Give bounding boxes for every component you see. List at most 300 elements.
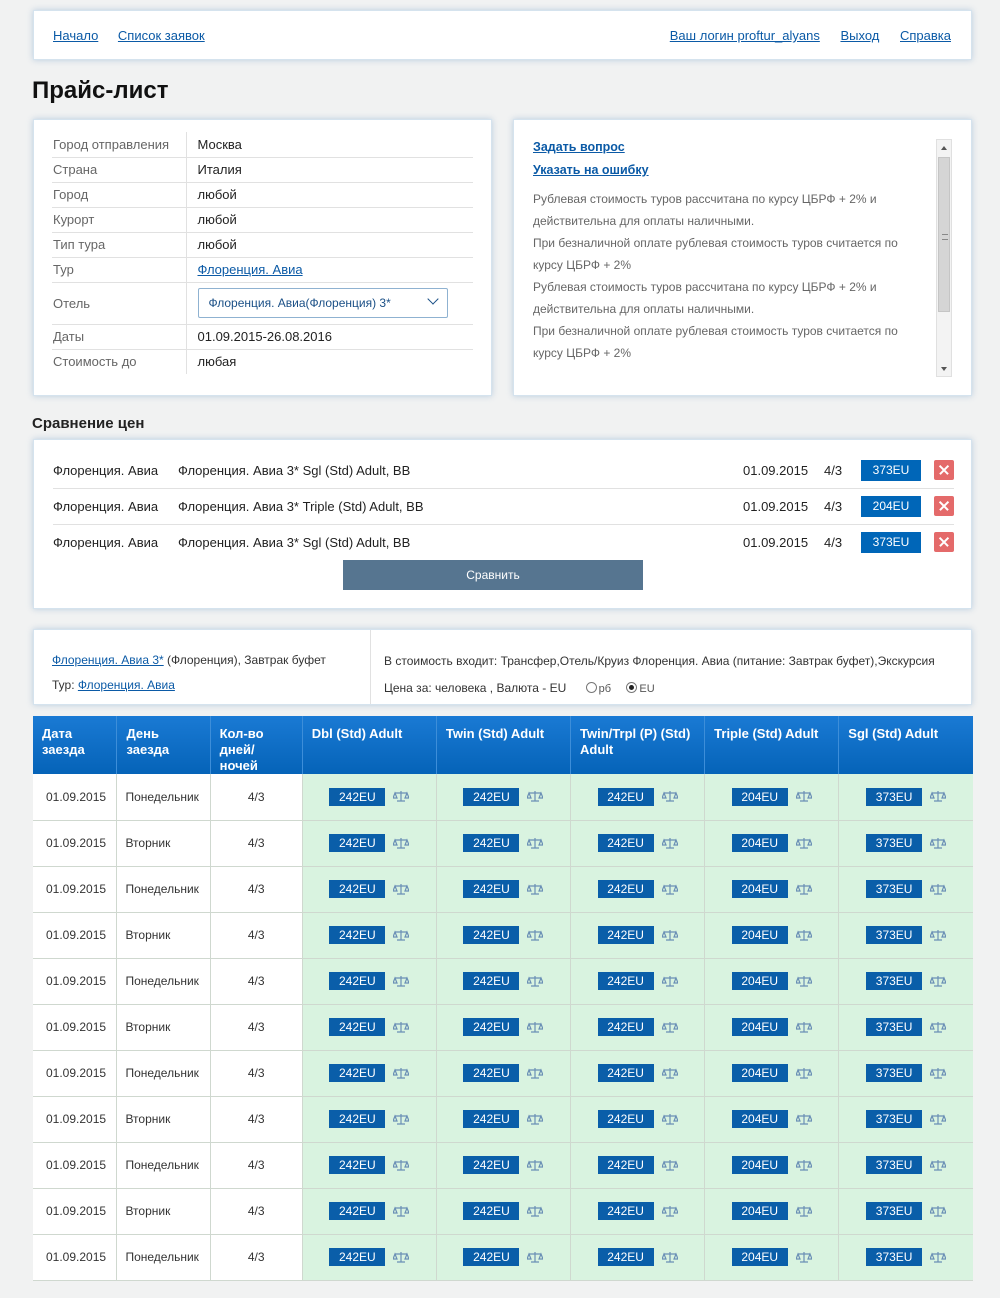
grid-price-cell <box>436 1142 570 1188</box>
compare-scale-icon[interactable] <box>393 1113 409 1126</box>
compare-desc: Флоренция. Авиа 3* Triple (Std) Adult, BB <box>178 499 424 514</box>
compare-scale-icon[interactable] <box>930 1251 946 1264</box>
grid-price-cell <box>705 1234 839 1280</box>
compare-scale-icon[interactable] <box>527 1021 543 1034</box>
grid-price-cell <box>705 1188 839 1234</box>
grid-price-cell <box>436 1188 570 1234</box>
price-for-text: Цена за: человека , Валюта - EU <box>384 681 567 695</box>
price-button[interactable]: 242EU <box>329 1156 385 1174</box>
price-button[interactable]: 242EU <box>463 1156 519 1174</box>
price-button[interactable]: 373EU <box>866 1248 922 1266</box>
table-row <box>33 1004 973 1050</box>
compare-scale-icon[interactable] <box>796 1113 812 1126</box>
nav-logout-link[interactable]: Выход <box>840 28 880 43</box>
nav-login-link[interactable]: Ваш логин proftur_alyans <box>669 28 820 43</box>
grid-date: 01.09.2015 <box>33 1234 117 1280</box>
table-row <box>33 774 973 820</box>
grid-price-cell <box>705 912 839 958</box>
grid-date: 01.09.2015 <box>33 1142 117 1188</box>
compare-scale-icon[interactable] <box>393 1159 409 1172</box>
compare-scale-icon[interactable] <box>527 837 543 850</box>
compare-scale-icon[interactable] <box>393 1251 409 1264</box>
price-button[interactable]: 242EU <box>329 1248 385 1266</box>
price-button[interactable]: 204EU <box>732 834 788 852</box>
compare-price-badge[interactable]: 373EU <box>861 532 921 553</box>
compare-scale-icon[interactable] <box>662 975 678 988</box>
compare-scale-icon[interactable] <box>930 1205 946 1218</box>
price-button[interactable]: 242EU <box>463 880 519 898</box>
grid-header-row <box>33 716 973 774</box>
price-button[interactable]: 242EU <box>598 1248 654 1266</box>
info-line: курсу ЦБРФ + 2% <box>533 346 632 360</box>
grid-date: 01.09.2015 <box>33 1004 117 1050</box>
price-button[interactable]: 373EU <box>866 972 922 990</box>
compare-scale-icon[interactable] <box>393 790 409 803</box>
info-line: Рублевая стоимость туров рассчитана по курсу ЦБРФ + 2% и <box>533 280 877 294</box>
grid-header: Twin/Trpl (P) (Std) Adult <box>571 716 705 774</box>
price-button[interactable]: 204EU <box>732 1156 788 1174</box>
compare-scale-icon[interactable] <box>930 883 946 896</box>
grid-header: Дата заезда <box>33 716 117 774</box>
compare-scale-icon[interactable] <box>393 1205 409 1218</box>
compare-scale-icon[interactable] <box>796 1159 812 1172</box>
grid-duration: 4/3 <box>210 958 302 1004</box>
param-key: Город отправления <box>52 132 186 157</box>
param-value: Москва <box>186 132 473 157</box>
delete-icon[interactable] <box>934 532 954 552</box>
compare-scale-icon[interactable] <box>662 1251 678 1264</box>
currency-rub-label: рб <box>598 683 612 695</box>
param-key: Курорт <box>52 207 186 232</box>
grid-duration: 4/3 <box>210 866 302 912</box>
nav-home-link[interactable]: Начало <box>53 28 99 43</box>
param-row <box>52 182 473 207</box>
report-error-link[interactable]: Указать на ошибку <box>533 163 649 177</box>
scroll-thumb[interactable] <box>938 157 950 312</box>
page-title: Прайс-лист <box>32 77 169 104</box>
grid-date: 01.09.2015 <box>33 1050 117 1096</box>
price-button[interactable]: 242EU <box>598 1202 654 1220</box>
grid-duration: 4/3 <box>210 1142 302 1188</box>
ask-question-link[interactable]: Задать вопрос <box>533 140 625 154</box>
grid-duration: 4/3 <box>210 1096 302 1142</box>
tour-link[interactable]: Флоренция. Авиа <box>197 262 303 277</box>
grid-price-cell <box>839 912 973 958</box>
compare-scale-icon[interactable] <box>796 790 812 803</box>
grid-day: Вторник <box>117 1188 210 1234</box>
table-row <box>33 1050 973 1096</box>
compare-tour: Флоренция. Авиа <box>53 535 159 550</box>
grid-price-cell <box>571 1234 705 1280</box>
grid-price-cell <box>705 774 839 820</box>
grid-day: Понедельник <box>117 866 210 912</box>
price-button[interactable]: 242EU <box>329 788 385 806</box>
param-value: любой <box>186 207 473 232</box>
param-key: Тип тура <box>52 232 186 257</box>
price-button[interactable]: 242EU <box>598 1064 654 1082</box>
price-button[interactable]: 242EU <box>329 1018 385 1036</box>
info-scrollbar[interactable] <box>936 139 952 377</box>
param-value: Италия <box>186 157 473 182</box>
compare-row <box>53 453 954 489</box>
compare-scale-icon[interactable] <box>662 883 678 896</box>
search-params-panel <box>33 119 492 396</box>
info-line: действительна для оплаты наличными. <box>533 214 755 228</box>
table-row <box>33 1188 973 1234</box>
price-button[interactable]: 373EU <box>866 880 922 898</box>
info-line: При безналичной оплате рублевая стоимость туров считается по <box>533 324 898 338</box>
param-row <box>52 257 473 282</box>
compare-scale-icon[interactable] <box>527 883 543 896</box>
grid-price-cell <box>571 958 705 1004</box>
grid-price-cell <box>705 1004 839 1050</box>
nav-requests-link[interactable]: Список заявок <box>117 28 205 43</box>
price-button[interactable]: 242EU <box>598 834 654 852</box>
compare-title: Сравнение цен <box>32 415 145 432</box>
compare-price-badge[interactable]: 373EU <box>861 460 921 481</box>
price-button[interactable]: 373EU <box>866 1018 922 1036</box>
grip-icon <box>942 234 948 240</box>
compare-date: 01.09.2015 <box>743 463 809 478</box>
param-row <box>52 207 473 232</box>
grid-price-cell <box>571 1142 705 1188</box>
compare-scale-icon[interactable] <box>930 975 946 988</box>
price-button[interactable]: 373EU <box>866 834 922 852</box>
compare-scale-icon[interactable] <box>393 929 409 942</box>
compare-scale-icon[interactable] <box>527 975 543 988</box>
grid-price-cell <box>571 1188 705 1234</box>
price-button[interactable]: 242EU <box>463 1064 519 1082</box>
grid-day: Понедельник <box>117 1234 210 1280</box>
grid-price-cell <box>839 774 973 820</box>
compare-scale-icon[interactable] <box>796 837 812 850</box>
grid-price-cell <box>302 866 436 912</box>
price-button[interactable]: 204EU <box>732 1202 788 1220</box>
price-button[interactable]: 242EU <box>598 972 654 990</box>
grid-date: 01.09.2015 <box>33 1096 117 1142</box>
grid-price-cell <box>571 1096 705 1142</box>
price-button[interactable]: 242EU <box>598 1156 654 1174</box>
tour-label: Тур: <box>52 678 78 692</box>
grid-price-cell <box>436 958 570 1004</box>
hotel-summary <box>52 648 326 698</box>
divider <box>370 630 371 704</box>
grid-price-cell <box>302 1050 436 1096</box>
price-button[interactable]: 242EU <box>463 788 519 806</box>
grid-day: Вторник <box>117 1096 210 1142</box>
compare-tour: Флоренция. Авиа <box>53 463 159 478</box>
compare-scale-icon[interactable] <box>393 975 409 988</box>
hotel-tour-link[interactable]: Флоренция. Авиа <box>77 678 175 692</box>
top-nav-bar <box>33 10 972 60</box>
grid-price-cell <box>571 1004 705 1050</box>
price-button[interactable]: 242EU <box>463 1018 519 1036</box>
compare-scale-icon[interactable] <box>930 1113 946 1126</box>
price-button[interactable]: 242EU <box>463 926 519 944</box>
grid-price-cell <box>571 866 705 912</box>
compare-tour: Флоренция. Авиа <box>53 499 159 514</box>
table-row <box>33 866 973 912</box>
currency-eu-radio[interactable] <box>626 682 637 693</box>
grid-price-cell <box>571 1050 705 1096</box>
grid-price-cell <box>839 1142 973 1188</box>
grid-price-cell <box>839 1050 973 1096</box>
compare-duration: 4/3 <box>824 535 843 550</box>
param-key: Отель <box>52 282 186 324</box>
grid-date: 01.09.2015 <box>33 958 117 1004</box>
compare-scale-icon[interactable] <box>393 1067 409 1080</box>
grid-day: Понедельник <box>117 958 210 1004</box>
compare-scale-icon[interactable] <box>796 975 812 988</box>
price-button[interactable]: 204EU <box>732 1248 788 1266</box>
grid-price-cell <box>839 958 973 1004</box>
grid-price-cell <box>839 820 973 866</box>
price-button[interactable]: 242EU <box>463 834 519 852</box>
grid-price-cell <box>436 820 570 866</box>
grid-day: Вторник <box>117 1004 210 1050</box>
price-button[interactable]: 242EU <box>598 1110 654 1128</box>
grid-price-cell <box>302 1188 436 1234</box>
param-key: Стоимость до <box>52 349 186 374</box>
compare-row <box>53 525 954 561</box>
compare-desc: Флоренция. Авиа 3* Sgl (Std) Adult, BB <box>178 535 411 550</box>
compare-scale-icon[interactable] <box>930 1159 946 1172</box>
compare-scale-icon[interactable] <box>930 837 946 850</box>
grid-day: Понедельник <box>117 774 210 820</box>
delete-icon[interactable] <box>934 496 954 516</box>
price-button[interactable]: 204EU <box>732 1018 788 1036</box>
grid-price-cell <box>302 1234 436 1280</box>
table-row <box>33 912 973 958</box>
grid-body <box>33 774 973 1280</box>
compare-scale-icon[interactable] <box>527 929 543 942</box>
table-row <box>33 958 973 1004</box>
grid-date: 01.09.2015 <box>33 820 117 866</box>
param-row <box>52 232 473 257</box>
compare-scale-icon[interactable] <box>796 1021 812 1034</box>
compare-scale-icon[interactable] <box>662 1205 678 1218</box>
compare-scale-icon[interactable] <box>662 929 678 942</box>
compare-scale-icon[interactable] <box>796 1067 812 1080</box>
compare-scale-icon[interactable] <box>662 1021 678 1034</box>
compare-scale-icon[interactable] <box>796 883 812 896</box>
hotel-rest-text: (Флоренция), Завтрак буфет <box>163 653 326 667</box>
grid-day: Понедельник <box>117 1142 210 1188</box>
grid-duration: 4/3 <box>210 1234 302 1280</box>
hotel-select-value: Флоренция. Авиа(Флоренция) 3* <box>208 296 391 310</box>
grid-price-cell <box>705 958 839 1004</box>
price-button[interactable]: 373EU <box>866 1202 922 1220</box>
param-row <box>52 282 473 324</box>
grid-price-cell <box>705 1050 839 1096</box>
chevron-down-icon <box>427 293 438 304</box>
grid-header: Кол-во дней/ночей <box>210 716 302 774</box>
compare-scale-icon[interactable] <box>796 1251 812 1264</box>
delete-icon[interactable] <box>934 460 954 480</box>
compare-scale-icon[interactable] <box>662 1159 678 1172</box>
grid-price-cell <box>436 1234 570 1280</box>
param-key: Тур <box>52 257 186 282</box>
grid-price-cell <box>705 1142 839 1188</box>
grid-price-cell <box>302 1096 436 1142</box>
grid-date: 01.09.2015 <box>33 1188 117 1234</box>
grid-price-cell <box>436 1096 570 1142</box>
price-button[interactable]: 204EU <box>732 1110 788 1128</box>
compare-scale-icon[interactable] <box>527 1067 543 1080</box>
params-table <box>52 132 473 374</box>
scroll-down-icon[interactable] <box>941 367 947 371</box>
compare-scale-icon[interactable] <box>930 929 946 942</box>
price-button[interactable]: 242EU <box>463 972 519 990</box>
info-text <box>533 188 928 364</box>
compare-scale-icon[interactable] <box>796 929 812 942</box>
grid-duration: 4/3 <box>210 1004 302 1050</box>
scroll-up-icon[interactable] <box>941 146 947 150</box>
price-button[interactable]: 242EU <box>329 880 385 898</box>
compare-scale-icon[interactable] <box>662 1113 678 1126</box>
grid-header: Twin (Std) Adult <box>436 716 570 774</box>
grid-price-cell <box>302 1142 436 1188</box>
grid-day: Вторник <box>117 912 210 958</box>
includes-text: В стоимость входит: Трансфер,Отель/Круиз Флоренция. Авиа (питание: Завтрак буфет),Экскурсия <box>384 654 935 668</box>
grid-duration: 4/3 <box>210 820 302 866</box>
price-button[interactable]: 373EU <box>866 926 922 944</box>
param-row <box>52 132 473 157</box>
grid-header: День заезда <box>117 716 210 774</box>
price-button[interactable]: 373EU <box>866 788 922 806</box>
info-line: курсу ЦБРФ + 2% <box>533 258 632 272</box>
price-button[interactable]: 242EU <box>598 788 654 806</box>
compare-scale-icon[interactable] <box>930 1021 946 1034</box>
price-button[interactable]: 242EU <box>329 1202 385 1220</box>
grid-date: 01.09.2015 <box>33 774 117 820</box>
compare-duration: 4/3 <box>824 499 843 514</box>
param-row <box>52 324 473 349</box>
price-button[interactable]: 242EU <box>463 1248 519 1266</box>
info-links <box>533 136 649 182</box>
grid-price-cell <box>436 866 570 912</box>
price-button[interactable]: 242EU <box>463 1110 519 1128</box>
grid-price-cell <box>436 1004 570 1050</box>
compare-scale-icon[interactable] <box>662 1067 678 1080</box>
grid-duration: 4/3 <box>210 1188 302 1234</box>
grid-day: Понедельник <box>117 1050 210 1096</box>
grid-header: Triple (Std) Adult <box>705 716 839 774</box>
table-row <box>33 1234 973 1280</box>
grid-price-cell <box>302 774 436 820</box>
param-row <box>52 157 473 182</box>
compare-scale-icon[interactable] <box>527 1251 543 1264</box>
price-button[interactable]: 242EU <box>329 834 385 852</box>
table-row <box>33 1096 973 1142</box>
compare-panel <box>33 439 972 609</box>
compare-scale-icon[interactable] <box>930 1067 946 1080</box>
grid-duration: 4/3 <box>210 1050 302 1096</box>
compare-duration: 4/3 <box>824 463 843 478</box>
info-line: При безналичной оплате рублевая стоимость туров считается по <box>533 236 898 250</box>
param-value: любой <box>186 182 473 207</box>
grid-price-cell <box>302 912 436 958</box>
grid-price-cell <box>705 1096 839 1142</box>
compare-scale-icon[interactable] <box>662 837 678 850</box>
grid-price-cell <box>705 866 839 912</box>
param-key: Страна <box>52 157 186 182</box>
compare-scale-icon[interactable] <box>796 1205 812 1218</box>
price-button[interactable]: 242EU <box>329 1110 385 1128</box>
compare-scale-icon[interactable] <box>527 790 543 803</box>
nav-right <box>653 28 951 43</box>
param-key: Город <box>52 182 186 207</box>
compare-scale-icon[interactable] <box>662 790 678 803</box>
hotel-select[interactable] <box>198 288 448 318</box>
info-panel <box>513 119 972 396</box>
price-button[interactable]: 242EU <box>598 880 654 898</box>
price-button[interactable]: 242EU <box>598 926 654 944</box>
compare-scale-icon[interactable] <box>393 883 409 896</box>
hotel-info-panel <box>33 629 972 705</box>
price-button[interactable]: 373EU <box>866 1156 922 1174</box>
price-button[interactable]: 242EU <box>598 1018 654 1036</box>
price-button[interactable]: 204EU <box>732 926 788 944</box>
compare-button[interactable]: Сравнить <box>343 560 643 590</box>
compare-scale-icon[interactable] <box>527 1113 543 1126</box>
param-row <box>52 349 473 374</box>
compare-scale-icon[interactable] <box>527 1159 543 1172</box>
price-button[interactable]: 204EU <box>732 972 788 990</box>
grid-date: 01.09.2015 <box>33 866 117 912</box>
price-button[interactable]: 204EU <box>732 880 788 898</box>
grid-price-cell <box>705 820 839 866</box>
param-value: 01.09.2015-26.08.2016 <box>186 324 473 349</box>
table-row <box>33 820 973 866</box>
grid-price-cell <box>571 820 705 866</box>
price-button[interactable]: 242EU <box>329 1064 385 1082</box>
grid-price-cell <box>839 1188 973 1234</box>
compare-scale-icon[interactable] <box>527 1205 543 1218</box>
compare-date: 01.09.2015 <box>743 535 809 550</box>
currency-eu-label: EU <box>639 683 655 695</box>
info-line: Рублевая стоимость туров рассчитана по курсу ЦБРФ + 2% и <box>533 192 877 206</box>
compare-scale-icon[interactable] <box>930 790 946 803</box>
hotel-link[interactable]: Флоренция. Авиа 3* <box>52 653 164 667</box>
compare-price-badge[interactable]: 204EU <box>861 496 921 517</box>
grid-price-cell <box>302 1004 436 1050</box>
grid-day: Вторник <box>117 820 210 866</box>
grid-date: 01.09.2015 <box>33 912 117 958</box>
price-button[interactable]: 373EU <box>866 1064 922 1082</box>
price-conditions <box>384 648 935 703</box>
grid-price-cell <box>571 774 705 820</box>
price-button[interactable]: 373EU <box>866 1110 922 1128</box>
grid-price-cell <box>839 1004 973 1050</box>
compare-desc: Флоренция. Авиа 3* Sgl (Std) Adult, BB <box>178 463 411 478</box>
grid-price-cell <box>436 912 570 958</box>
grid-price-cell <box>839 1234 973 1280</box>
grid-header: Dbl (Std) Adult <box>302 716 436 774</box>
price-button[interactable]: 242EU <box>463 1202 519 1220</box>
compare-scale-icon[interactable] <box>393 837 409 850</box>
price-button[interactable]: 204EU <box>732 788 788 806</box>
nav-help-link[interactable]: Справка <box>900 28 951 43</box>
compare-row <box>53 489 954 525</box>
table-row <box>33 1142 973 1188</box>
grid-header: Sgl (Std) Adult <box>839 716 973 774</box>
price-button[interactable]: 242EU <box>329 926 385 944</box>
price-button[interactable]: 242EU <box>329 972 385 990</box>
compare-scale-icon[interactable] <box>393 1021 409 1034</box>
currency-rub-radio[interactable] <box>586 682 597 693</box>
price-button[interactable]: 204EU <box>732 1064 788 1082</box>
